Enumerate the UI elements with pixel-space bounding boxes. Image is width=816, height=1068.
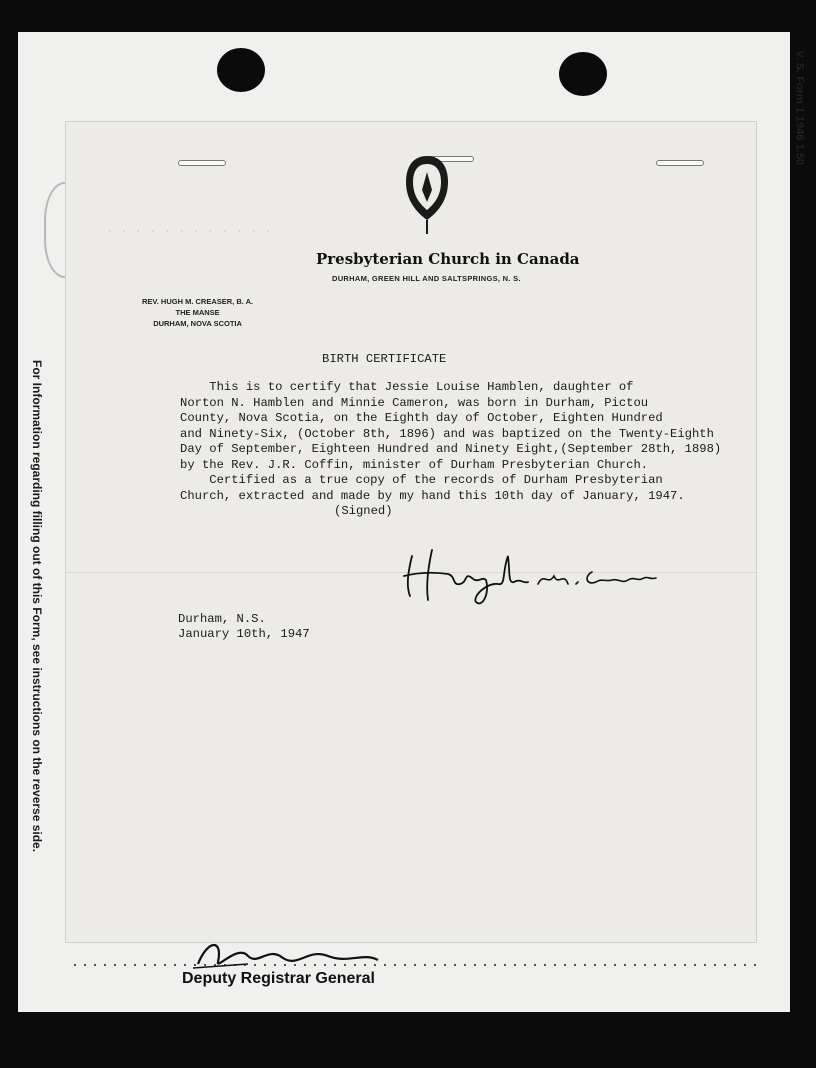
minister-name: REV. HUGH M. CREASER, B. A. <box>142 297 254 306</box>
punch-hole-right <box>559 52 607 96</box>
certificate-title: BIRTH CERTIFICATE <box>322 352 447 366</box>
body-line: by the Rev. J.R. Coffin, minister of Durham Presbyterian Church. <box>180 457 649 472</box>
minister-address-block <box>142 296 253 329</box>
body-line: Day of September, Eighteen Hundred and Ninety Eight,(September 28th, 1898) <box>180 442 722 456</box>
place-date-block <box>178 612 310 642</box>
dotted-rule <box>70 964 760 966</box>
church-subtitle: DURHAM, GREEN HILL AND SALTSPRINGS, N. S. <box>332 274 521 283</box>
place: Durham, N.S. <box>178 612 266 626</box>
birth-certificate-letter <box>66 122 756 942</box>
side-instruction-note: For Information regarding filling out of this Form, see instructions on the reverse side. <box>30 360 44 853</box>
form-code: V. S. Form 1 1946 1.50 <box>794 50 806 165</box>
signed-note: (Signed) <box>334 504 393 518</box>
body-line: and Ninety-Six, (October 8th, 1896) and was baptized on the Twenty-Eighth <box>180 426 714 441</box>
manse-line: THE MANSE <box>175 308 220 317</box>
body-line: Church, extracted and made by my hand this 10th day of January, 1947. <box>180 488 685 503</box>
body-line: Certified as a true copy of the records of Durham Presbyterian <box>180 473 663 487</box>
body-line: This is to certify that Jessie Louise Hamblen, daughter of <box>180 380 634 394</box>
location-line: DURHAM, NOVA SCOTIA <box>153 319 242 328</box>
staple-left <box>178 160 226 166</box>
punch-hole-left <box>217 48 265 92</box>
church-crest-icon <box>404 152 450 238</box>
minister-signature <box>398 542 660 612</box>
date: January 10th, 1947 <box>178 627 310 641</box>
staple-right <box>656 160 704 166</box>
body-line: County, Nova Scotia, on the Eighth day of October, Eighten Hundred <box>180 411 663 425</box>
show-through-text: . . . . . . . . . . . . <box>106 222 272 236</box>
body-line: Norton N. Hamblen and Minnie Cameron, was born in Durham, Pictou <box>180 395 649 410</box>
certificate-body <box>180 380 721 504</box>
church-name: Presbyterian Church in Canada <box>316 250 580 268</box>
deputy-registrar-label: Deputy Registrar General <box>182 970 375 987</box>
